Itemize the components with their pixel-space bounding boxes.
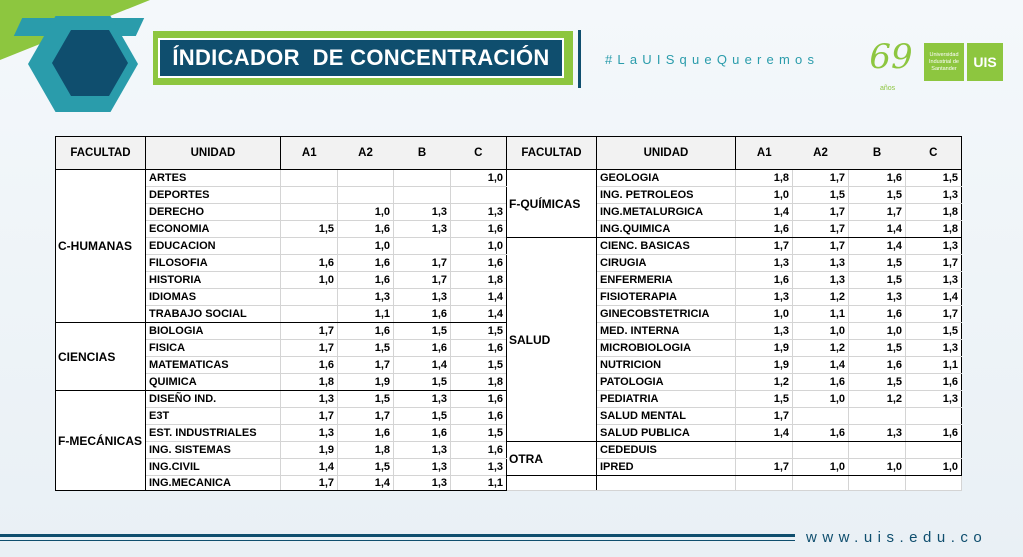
value-a1: 1,7 <box>281 408 338 425</box>
header-a2-right: A2 <box>793 137 849 170</box>
unit-name: MED. INTERNA <box>597 323 736 340</box>
header-a1-right: A1 <box>736 137 793 170</box>
value-a1: 1,6 <box>281 255 338 272</box>
value-a2: 1,6 <box>338 221 394 238</box>
value-b: 1,2 <box>849 391 906 408</box>
value-b: 1,3 <box>394 204 451 221</box>
header-b-right: B <box>849 137 906 170</box>
value-a1: 1,6 <box>736 272 793 289</box>
concentration-table <box>55 136 962 491</box>
value-a2: 1,6 <box>338 425 394 442</box>
unit-name: MATEMATICAS <box>146 357 281 374</box>
faculty-ciencias: CIENCIAS <box>56 323 146 391</box>
value-c: 1,8 <box>906 204 962 221</box>
value-c: 1,6 <box>906 425 962 442</box>
value-a1: 1,3 <box>736 323 793 340</box>
value-c <box>906 408 962 425</box>
value-c: 1,6 <box>906 374 962 391</box>
value-b: 1,0 <box>849 323 906 340</box>
value-b: 1,6 <box>394 425 451 442</box>
faculty-otra: OTRA <box>507 442 597 476</box>
value-c: 1,5 <box>451 323 507 340</box>
value-a1: 1,7 <box>281 323 338 340</box>
unit-name: EST. INDUSTRIALES <box>146 425 281 442</box>
footer-rule-thick <box>0 534 795 537</box>
value-a1 <box>281 289 338 306</box>
unit-name: ING.QUIMICA <box>597 221 736 238</box>
title-divider <box>578 30 581 88</box>
value-b: 1,3 <box>394 391 451 408</box>
faculty-c-humanas: C-HUMANAS <box>56 170 146 323</box>
value-a1 <box>736 476 793 491</box>
value-b: 1,7 <box>394 255 451 272</box>
table-row <box>56 476 962 491</box>
hashtag-label: #LaUISqueQueremos <box>605 52 820 67</box>
table-row <box>56 170 962 187</box>
unit-name: ING. SISTEMAS <box>146 442 281 459</box>
value-b: 1,4 <box>849 238 906 255</box>
value-a2: 1,7 <box>793 221 849 238</box>
value-c: 1,5 <box>906 323 962 340</box>
header-facultad: FACULTAD <box>56 137 146 170</box>
unit-name: ING.MECANICA <box>146 476 281 491</box>
unit-name: ECONOMIA <box>146 221 281 238</box>
value-a1: 1,5 <box>736 391 793 408</box>
value-a2: 1,0 <box>338 204 394 221</box>
unit-name: ING.METALURGICA <box>597 204 736 221</box>
value-a2: 1,7 <box>338 357 394 374</box>
unit-name: MICROBIOLOGIA <box>597 340 736 357</box>
unit-name: TRABAJO SOCIAL <box>146 306 281 323</box>
unit-name: GEOLOGIA <box>597 170 736 187</box>
value-a1: 1,4 <box>281 459 338 476</box>
unit-name: ING.CIVIL <box>146 459 281 476</box>
value-a2: 1,6 <box>793 425 849 442</box>
value-a2: 1,2 <box>793 340 849 357</box>
value-a1: 1,0 <box>281 272 338 289</box>
value-c: 1,0 <box>906 459 962 476</box>
value-a2: 1,5 <box>338 340 394 357</box>
unit-name: BIOLOGIA <box>146 323 281 340</box>
value-a2: 1,7 <box>793 204 849 221</box>
value-b: 1,6 <box>849 357 906 374</box>
value-a1 <box>281 306 338 323</box>
value-b: 1,7 <box>849 204 906 221</box>
value-a1: 1,7 <box>736 238 793 255</box>
value-a2: 1,6 <box>338 272 394 289</box>
value-c <box>906 476 962 491</box>
value-c: 1,3 <box>451 459 507 476</box>
value-b <box>849 442 906 459</box>
value-a1 <box>281 187 338 204</box>
value-a2: 1,6 <box>793 374 849 391</box>
value-c <box>906 442 962 459</box>
unit-name: ARTES <box>146 170 281 187</box>
value-a2: 1,5 <box>338 459 394 476</box>
unit-name: QUIMICA <box>146 374 281 391</box>
value-c: 1,8 <box>906 221 962 238</box>
value-c: 1,6 <box>451 255 507 272</box>
value-b: 1,0 <box>849 459 906 476</box>
value-a2: 1,4 <box>793 357 849 374</box>
unit-name: CIRUGIA <box>597 255 736 272</box>
value-c: 1,3 <box>906 340 962 357</box>
faculty-f-quimicas: F-QUÍMICAS <box>507 170 597 238</box>
unit-name: IPRED <box>597 459 736 476</box>
anniversary-number: 69 <box>869 37 913 77</box>
value-b: 1,5 <box>394 408 451 425</box>
value-c: 1,6 <box>451 391 507 408</box>
value-a2: 1,1 <box>793 306 849 323</box>
value-c: 1,5 <box>451 425 507 442</box>
unit-name: PEDIATRIA <box>597 391 736 408</box>
value-b: 1,5 <box>394 374 451 391</box>
value-b: 1,5 <box>849 340 906 357</box>
value-c: 1,5 <box>451 357 507 374</box>
value-b: 1,6 <box>394 306 451 323</box>
value-a2: 1,5 <box>793 187 849 204</box>
value-a2: 1,8 <box>338 442 394 459</box>
value-a1: 1,3 <box>281 391 338 408</box>
value-b: 1,3 <box>394 442 451 459</box>
value-a1: 1,4 <box>736 425 793 442</box>
value-a2: 1,2 <box>793 289 849 306</box>
value-a2: 1,1 <box>338 306 394 323</box>
value-b <box>849 408 906 425</box>
value-c: 1,3 <box>906 272 962 289</box>
value-b <box>849 476 906 491</box>
value-b <box>394 238 451 255</box>
value-a2: 1,7 <box>793 170 849 187</box>
value-b: 1,6 <box>849 170 906 187</box>
value-a1: 1,9 <box>736 340 793 357</box>
value-a1: 1,7 <box>281 476 338 491</box>
unit-name: HISTORIA <box>146 272 281 289</box>
value-b: 1,6 <box>394 340 451 357</box>
value-a2: 1,7 <box>793 238 849 255</box>
anniversary-logo <box>868 37 914 92</box>
value-a2: 1,0 <box>793 323 849 340</box>
value-a1: 1,7 <box>736 459 793 476</box>
footer-rule-thin <box>0 540 795 541</box>
value-a2: 1,0 <box>793 459 849 476</box>
page-title: ÍNDICADOR DE CONCENTRACIÓN <box>158 38 564 78</box>
value-b <box>394 170 451 187</box>
value-a1 <box>281 204 338 221</box>
value-a1: 1,9 <box>736 357 793 374</box>
faculty-f-mecanicas: F-MECÁNICAS <box>56 391 146 491</box>
header-a1: A1 <box>281 137 338 170</box>
header-unidad-right: UNIDAD <box>597 137 736 170</box>
uis-shield-logo: UIS <box>967 43 1003 81</box>
unit-name: GINECOBSTETRICIA <box>597 306 736 323</box>
university-name-logo: Universidad Industrial de Santander <box>924 43 964 81</box>
value-b: 1,6 <box>849 306 906 323</box>
value-a1: 1,4 <box>736 204 793 221</box>
table-header-row <box>56 137 962 170</box>
unit-name <box>597 476 736 491</box>
value-a2: 1,6 <box>338 255 394 272</box>
value-a2 <box>338 170 394 187</box>
value-c: 1,7 <box>906 306 962 323</box>
value-a2: 1,0 <box>338 238 394 255</box>
unit-name: SALUD PUBLICA <box>597 425 736 442</box>
value-a1: 1,3 <box>736 255 793 272</box>
value-b: 1,4 <box>849 221 906 238</box>
value-c: 1,6 <box>451 408 507 425</box>
empty-cell <box>507 476 597 491</box>
header-unidad: UNIDAD <box>146 137 281 170</box>
value-b: 1,5 <box>849 374 906 391</box>
value-c: 1,4 <box>451 289 507 306</box>
unit-name: SALUD MENTAL <box>597 408 736 425</box>
unit-name: CEDEDUIS <box>597 442 736 459</box>
unit-name: FISIOTERAPIA <box>597 289 736 306</box>
value-c: 1,7 <box>906 255 962 272</box>
value-a2: 1,3 <box>793 272 849 289</box>
header-b: B <box>394 137 451 170</box>
unit-name: EDUCACION <box>146 238 281 255</box>
value-c: 1,5 <box>906 170 962 187</box>
value-a2: 1,0 <box>793 391 849 408</box>
value-c: 1,3 <box>906 391 962 408</box>
value-a1: 1,0 <box>736 187 793 204</box>
value-c: 1,4 <box>906 289 962 306</box>
value-b: 1,3 <box>849 425 906 442</box>
value-c: 1,1 <box>451 476 507 491</box>
unit-name: ENFERMERIA <box>597 272 736 289</box>
value-c: 1,4 <box>451 306 507 323</box>
value-a2: 1,6 <box>338 323 394 340</box>
value-c: 1,6 <box>451 340 507 357</box>
value-a2: 1,3 <box>338 289 394 306</box>
unit-name: ING. PETROLEOS <box>597 187 736 204</box>
value-a2: 1,7 <box>338 408 394 425</box>
value-a2 <box>793 408 849 425</box>
value-c: 1,6 <box>451 221 507 238</box>
value-a2: 1,4 <box>338 476 394 491</box>
value-b <box>394 187 451 204</box>
value-a2: 1,9 <box>338 374 394 391</box>
value-b: 1,5 <box>394 323 451 340</box>
value-c: 1,3 <box>906 187 962 204</box>
value-c: 1,3 <box>906 238 962 255</box>
table-row <box>56 238 962 255</box>
value-b: 1,7 <box>394 272 451 289</box>
value-c: 1,0 <box>451 170 507 187</box>
value-b: 1,3 <box>849 289 906 306</box>
unit-name: DERECHO <box>146 204 281 221</box>
value-c: 1,3 <box>451 204 507 221</box>
anniversary-word: años <box>880 85 896 92</box>
value-a1: 1,6 <box>281 357 338 374</box>
value-b: 1,4 <box>394 357 451 374</box>
value-a1: 1,3 <box>281 425 338 442</box>
table-row <box>56 442 962 459</box>
unit-name: DEPORTES <box>146 187 281 204</box>
value-a1 <box>281 170 338 187</box>
value-a2: 1,3 <box>793 255 849 272</box>
value-a1: 1,5 <box>281 221 338 238</box>
value-b: 1,5 <box>849 272 906 289</box>
value-a1: 1,0 <box>736 306 793 323</box>
value-a2: 1,5 <box>338 391 394 408</box>
value-b: 1,5 <box>849 255 906 272</box>
header-a2: A2 <box>338 137 394 170</box>
value-b: 1,3 <box>394 221 451 238</box>
footer-url: www.uis.edu.co <box>806 529 988 546</box>
value-a2 <box>338 187 394 204</box>
value-a1: 1,3 <box>736 289 793 306</box>
value-a1: 1,7 <box>281 340 338 357</box>
unit-name: CIENC. BASICAS <box>597 238 736 255</box>
faculty-salud: SALUD <box>507 238 597 442</box>
unit-name: NUTRICION <box>597 357 736 374</box>
unit-name: IDIOMAS <box>146 289 281 306</box>
value-c: 1,0 <box>451 238 507 255</box>
header-c-right: C <box>906 137 962 170</box>
value-a1: 1,2 <box>736 374 793 391</box>
header-facultad-right: FACULTAD <box>507 137 597 170</box>
unit-name: FISICA <box>146 340 281 357</box>
value-a1: 1,8 <box>281 374 338 391</box>
unit-name: DISEÑO IND. <box>146 391 281 408</box>
value-a1 <box>736 442 793 459</box>
value-a1: 1,8 <box>736 170 793 187</box>
value-b: 1,5 <box>849 187 906 204</box>
unit-name: PATOLOGIA <box>597 374 736 391</box>
value-c: 1,8 <box>451 374 507 391</box>
value-b: 1,3 <box>394 289 451 306</box>
value-a1: 1,7 <box>736 408 793 425</box>
value-a2 <box>793 476 849 491</box>
unit-name: E3T <box>146 408 281 425</box>
value-c <box>451 187 507 204</box>
header-c: C <box>451 137 507 170</box>
value-a1 <box>281 238 338 255</box>
unit-name: FILOSOFIA <box>146 255 281 272</box>
value-c: 1,8 <box>451 272 507 289</box>
value-a1: 1,9 <box>281 442 338 459</box>
value-c: 1,6 <box>451 442 507 459</box>
value-b: 1,3 <box>394 459 451 476</box>
value-c: 1,1 <box>906 357 962 374</box>
value-b: 1,3 <box>394 476 451 491</box>
value-a2 <box>793 442 849 459</box>
value-a1: 1,6 <box>736 221 793 238</box>
